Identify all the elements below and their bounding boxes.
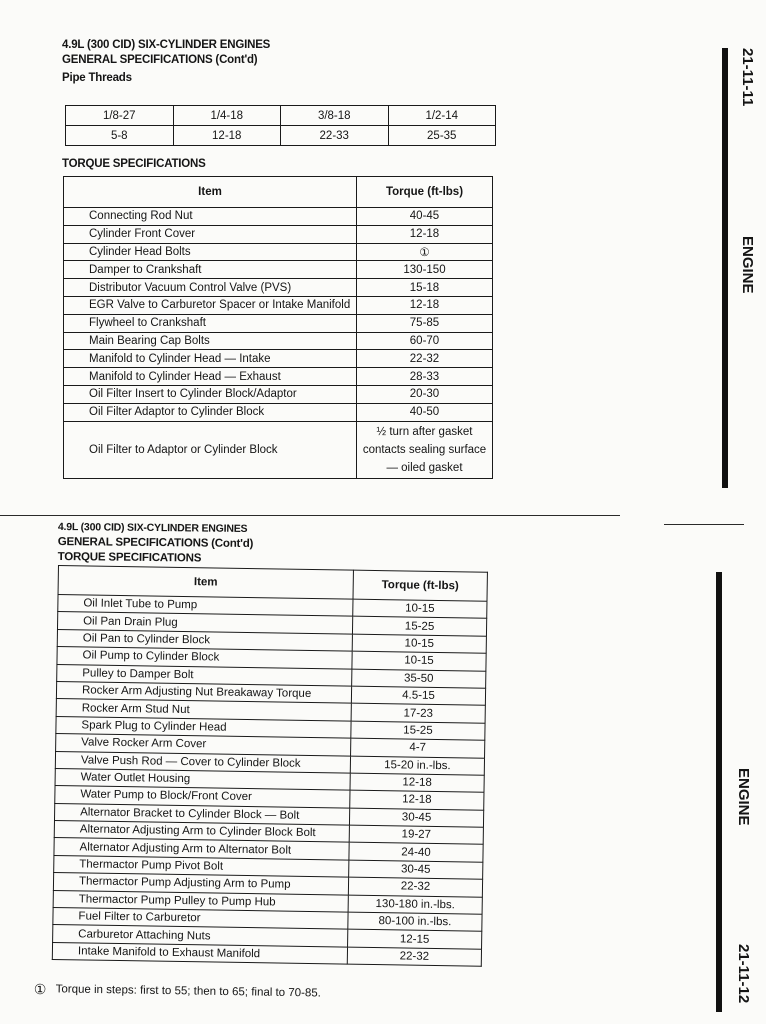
row-item: Valve Rocker Arm Cover bbox=[56, 734, 351, 756]
row-item: Oil Pan Drain Plug bbox=[57, 612, 352, 634]
footnote bbox=[34, 982, 321, 1001]
footnote-text: Torque in steps: first to 55; then to 65; final to 70-85. bbox=[55, 983, 322, 1000]
pipe-threads-sizes-row bbox=[66, 106, 496, 126]
row-torque: 80-100 in.-lbs. bbox=[348, 912, 482, 931]
row-torque: 10-15 bbox=[352, 651, 486, 670]
pipe-threads-values-row bbox=[66, 126, 496, 146]
row-item: Oil Filter to Adaptor or Cylinder Block bbox=[64, 421, 357, 478]
row-torque: 4.5-15 bbox=[351, 686, 485, 705]
top-header bbox=[62, 38, 270, 86]
pipe-thread-value: 12-18 bbox=[173, 126, 281, 146]
row-torque: ① bbox=[357, 243, 493, 261]
top-header-subtitle: GENERAL SPECIFICATIONS (Cont'd) bbox=[62, 54, 258, 66]
item-column-header: Item bbox=[58, 566, 353, 600]
row-item: Oil Filter Insert to Cylinder Block/Adaptor bbox=[64, 385, 357, 403]
row-item: Thermactor Pump Pivot Bolt bbox=[54, 855, 349, 877]
row-item: Flywheel to Crankshaft bbox=[64, 314, 357, 332]
row-torque: 12-18 bbox=[357, 296, 493, 314]
bottom-torque-table bbox=[52, 565, 488, 967]
row-torque: 22-32 bbox=[348, 877, 482, 896]
row-torque: 60-70 bbox=[357, 332, 493, 350]
table-row bbox=[64, 368, 493, 386]
table-row bbox=[64, 296, 493, 314]
top-margin-rule bbox=[722, 48, 728, 488]
row-torque: 22-32 bbox=[357, 350, 493, 368]
table-row bbox=[64, 208, 493, 226]
row-torque: 130-150 bbox=[357, 261, 493, 279]
row-item: EGR Valve to Carburetor Spacer or Intake Manifold bbox=[64, 296, 357, 314]
row-item: Thermactor Pump Pulley to Pump Hub bbox=[53, 890, 348, 912]
row-item: Cylinder Front Cover bbox=[64, 225, 357, 243]
row-item: Fuel Filter to Carburetor bbox=[53, 907, 348, 929]
row-torque: 22-32 bbox=[347, 947, 481, 966]
row-item: Spark Plug to Cylinder Head bbox=[56, 716, 351, 738]
row-torque: 130-180 in.-lbs. bbox=[348, 895, 482, 914]
row-item: Alternator Adjusting Arm to Alternator Bolt bbox=[54, 838, 349, 860]
row-item: Thermactor Pump Adjusting Arm to Pump bbox=[53, 873, 348, 895]
bottom-header-subtitle: GENERAL SPECIFICATIONS (Cont'd) bbox=[57, 535, 254, 551]
row-torque bbox=[357, 421, 493, 478]
table-row bbox=[64, 314, 493, 332]
row-torque: 12-18 bbox=[350, 773, 484, 792]
torque-line: contacts sealing surface bbox=[362, 443, 487, 456]
top-section-label: ENGINE bbox=[739, 236, 756, 294]
row-item: Pulley to Damper Bolt bbox=[57, 664, 352, 686]
row-torque: 24-40 bbox=[349, 843, 483, 862]
footnote-marker: ① bbox=[33, 981, 47, 998]
bottom-margin-rule bbox=[716, 572, 722, 1012]
top-header-title: 4.9L (300 CID) SIX-CYLINDER ENGINES bbox=[62, 39, 271, 51]
row-item: Oil Filter Adaptor to Cylinder Block bbox=[64, 403, 357, 421]
row-item: Manifold to Cylinder Head — Exhaust bbox=[64, 368, 357, 386]
row-item: Alternator Adjusting Arm to Cylinder Block Bolt bbox=[54, 821, 349, 843]
row-torque: 15-25 bbox=[352, 617, 486, 636]
pipe-thread-value: 25-35 bbox=[388, 126, 496, 146]
row-torque: 40-50 bbox=[357, 403, 493, 421]
table-row bbox=[64, 385, 493, 403]
table-header-row bbox=[64, 177, 493, 208]
pipe-thread-value: 5-8 bbox=[66, 126, 174, 146]
row-torque: 12-18 bbox=[357, 225, 493, 243]
bottom-header bbox=[58, 520, 254, 567]
row-item: Rocker Arm Adjusting Nut Breakaway Torque bbox=[56, 681, 351, 703]
top-page-number: 21-11-11 bbox=[739, 48, 756, 107]
page-divider-right bbox=[664, 524, 744, 525]
top-torque-title: TORQUE SPECIFICATIONS bbox=[62, 158, 206, 170]
bottom-header-title: 4.9L (300 CID) SIX-CYLINDER ENGINES bbox=[57, 520, 248, 535]
pipe-thread-value: 22-33 bbox=[281, 126, 389, 146]
row-torque: 4-7 bbox=[351, 738, 485, 757]
row-item: Oil Pan to Cylinder Block bbox=[57, 629, 352, 651]
item-column-header: Item bbox=[64, 177, 357, 208]
row-item: Connecting Rod Nut bbox=[64, 208, 357, 226]
row-torque: 20-30 bbox=[357, 385, 493, 403]
row-item: Distributor Vacuum Control Valve (PVS) bbox=[64, 279, 357, 297]
row-torque: 15-25 bbox=[351, 721, 485, 740]
table-row bbox=[64, 403, 493, 421]
row-torque: 35-50 bbox=[352, 669, 486, 688]
row-item: Manifold to Cylinder Head — Intake bbox=[64, 350, 357, 368]
pipe-thread-size: 1/2-14 bbox=[388, 106, 496, 126]
row-item: Alternator Bracket to Cylinder Block — Bolt bbox=[54, 803, 349, 825]
torque-line: ½ turn after gasket bbox=[376, 425, 473, 438]
row-item: Water Outlet Housing bbox=[55, 768, 350, 790]
row-torque: 15-18 bbox=[357, 279, 493, 297]
row-item: Damper to Crankshaft bbox=[64, 261, 357, 279]
row-item: Intake Manifold to Exhaust Manifold bbox=[52, 942, 347, 964]
table-row bbox=[64, 350, 493, 368]
pipe-threads-table bbox=[65, 105, 496, 146]
pipe-thread-size: 1/8-27 bbox=[66, 106, 174, 126]
torque-column-header: Torque (ft-lbs) bbox=[357, 177, 493, 208]
table-row bbox=[64, 225, 493, 243]
row-torque: 15-20 in.-lbs. bbox=[350, 756, 484, 775]
row-torque: 30-45 bbox=[349, 860, 483, 879]
row-torque: 19-27 bbox=[349, 825, 483, 844]
table-row bbox=[64, 279, 493, 297]
row-item: Rocker Arm Stud Nut bbox=[56, 699, 351, 721]
row-torque: 10-15 bbox=[353, 599, 487, 618]
row-item: Cylinder Head Bolts bbox=[64, 243, 357, 261]
bottom-torque-title: TORQUE SPECIFICATIONS bbox=[57, 550, 202, 565]
row-item: Oil Pump to Cylinder Block bbox=[57, 647, 352, 669]
pipe-threads-title: Pipe Threads bbox=[62, 72, 132, 84]
row-torque: 75-85 bbox=[357, 314, 493, 332]
table-row bbox=[64, 421, 493, 478]
row-torque: 30-45 bbox=[349, 808, 483, 827]
pipe-thread-size: 1/4-18 bbox=[173, 106, 281, 126]
row-torque: 12-18 bbox=[350, 790, 484, 809]
row-item: Main Bearing Cap Bolts bbox=[64, 332, 357, 350]
pipe-thread-size: 3/8-18 bbox=[281, 106, 389, 126]
row-torque: 28-33 bbox=[357, 368, 493, 386]
torque-line: — oiled gasket bbox=[386, 461, 463, 474]
bottom-section-label: ENGINE bbox=[735, 768, 752, 826]
row-torque: 17-23 bbox=[351, 703, 485, 722]
torque-column-header: Torque (ft-lbs) bbox=[353, 570, 487, 601]
top-torque-table bbox=[63, 176, 493, 479]
table-row bbox=[64, 332, 493, 350]
row-item: Oil Inlet Tube to Pump bbox=[58, 595, 353, 617]
table-row bbox=[64, 243, 493, 261]
bottom-page-number: 21-11-12 bbox=[735, 944, 752, 1004]
row-torque: 40-45 bbox=[357, 208, 493, 226]
row-item: Valve Push Rod — Cover to Cylinder Block bbox=[55, 751, 350, 773]
row-torque: 12-15 bbox=[348, 930, 482, 949]
page-divider bbox=[0, 515, 620, 516]
table-row bbox=[64, 261, 493, 279]
row-item: Carburetor Attaching Nuts bbox=[53, 925, 348, 947]
row-torque: 10-15 bbox=[352, 634, 486, 653]
row-item: Water Pump to Block/Front Cover bbox=[55, 786, 350, 808]
